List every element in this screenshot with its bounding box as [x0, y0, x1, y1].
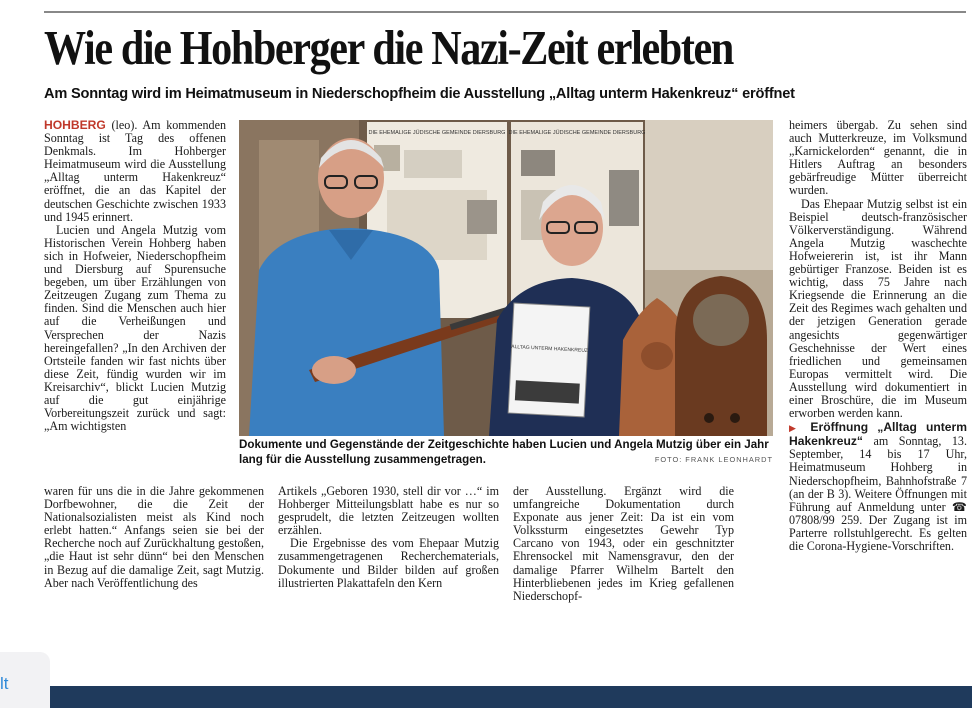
article-column-2: [278, 485, 499, 590]
info-text: am Sonntag, 13. September, 14 bis 17 Uhr, Heimatmuseum Hohberg in Niederschopfheim, Bahnhofstraße 7 (an der B 3). Weitere Öffnungen mit Führung auf Anmeldung unter ☎ 07808/99 259. Der Zugang ist im Parterre rollstuhlgerecht. Es gelten die Corona-Hygiene-Vorschriften.: [789, 434, 967, 553]
caption-text: Dokumente und Gegenstände der Zeitgeschichte haben Lucien und Angela Mutzig über ein Jahr lang für die Ausstellung zusammengetragen.: [239, 438, 769, 466]
booklet-title: ALLTAG UNTERM HAKENKREUZ: [511, 344, 589, 355]
dateline: HOHBERG: [44, 118, 106, 132]
article-column-3: [513, 485, 734, 603]
side-tab-label: lt: [0, 674, 9, 693]
lead-paragraph: (leo). Am kommenden Sonntag ist Tag des offenen Denkmals. Im Hohberger Heimatmuseum wird die Ausstellung „Alltag unterm Hakenkreuz“ eröffnet, die an das Kapitel der deutschen Geschichte zwischen 1933 und 1945 erinnert.: [44, 118, 226, 224]
paragraph: heimers übergab. Zu sehen sind auch Mutterkreuze, im Volksmund „Karnickelorden“ genannt, die in Hitlers Auftrag an besonders gebärfreudige Mütter überreicht wurden.: [789, 118, 967, 198]
paragraph: waren für uns die in die Jahre gekommenen Dorfbewohner, die die Zeit der Nationalsozialisten meist als Kind noch erlebt hatten.“ Anfangs seien sie bei der Recherche noch auf Zurückhaltung gestoßen, „die Haut ist sehr dünn“ bei den Menschen in Bezug auf die damalige Zeit, sagt Mutzig. Aber nach Veröffentlichung des: [44, 484, 264, 590]
triangle-icon: ▶: [789, 423, 802, 434]
paragraph: Lucien und Angela Mutzig vom Historischen Verein Hohberg haben sich in Hofweier, Niederschopfheim und Diersburg auf Spurensuche begeben, um über Erzählungen von Zeitzeugen Zugang zum Thema zu finden. Sind die Menschen auch hier auf die Verheißungen und Versprechen der Nazis hereingefallen? „In den Archiven der Ortsteile fanden wir fast nichts über diese Zeit, fündig wurden wir im Kreisarchiv“, blickt Lucien Mutzig auf die gut einjährige Vorbereitungszeit zurück und sagt: „Am wichtigsten: [44, 222, 226, 434]
headline: Wie die Hohberger die Nazi-Zeit erlebten: [44, 20, 733, 75]
info-box: [789, 421, 967, 553]
paragraph: der Ausstellung. Ergänzt wird die umfangreiche Dokumentation durch Exponate aus jener Zeit: Da ist ein vom Volkssturm eingesetztes Gewehr Typ Carcano von 1943, oder ein geschnitzter Ehrensockel mit Namensgravur, den der damalige Pfarrer Wilhelm Bartelt den Hinterbliebenen jedes im Krieg gefallenen Niederschopf-: [513, 484, 734, 603]
top-rule: [44, 11, 966, 13]
poster-right-title: DIE EHEMALIGE JÜDISCHE GEMEINDE DIERSBURG: [508, 130, 646, 136]
paragraph: Das Ehepaar Mutzig selbst ist ein Beispiel deutsch-französischer Völkerverständigung. Während Angela Mutzig waschechte Hofweiererin ist, ist ihr Mann gebürtiger Franzose. Beiden ist es wichtig, dass 75 Jahre nach Kriegsende die Erinnerung an die Zeit des Regimes wach gehalten und der jetzigen Generation gerade angesichts gegenwärtiger Geschehnisse der Wert eines friedlichen und gemeinsamen Europas vermittelt wird. Die Ausstellung wird dokumentiert in einer Broschüre, die im Museum erworben werden kann.: [789, 196, 967, 421]
photo-caption: [239, 438, 773, 467]
article-column-1-bottom: [44, 485, 264, 590]
poster-left-title: DIE EHEMALIGE JÜDISCHE GEMEINDE DIERSBURG: [368, 130, 506, 136]
bottom-bar: [50, 686, 972, 708]
article-photo: [239, 120, 773, 436]
paragraph: Artikels „Geboren 1930, stell dir vor …“ im Hohberger Mitteilungsblatt habe es nur so gesprudelt, die letzten Zeitzeugen wollten erzählen.: [278, 484, 499, 538]
paragraph: Die Ergebnisse des vom Ehepaar Mutzig zusammengetragenen Recherchematerials, Dokumente und Bilder bilden auf großen illustrierten Plakattafeln den Kern: [278, 536, 499, 590]
side-tab[interactable]: [0, 652, 50, 708]
photo-credit: FOTO: FRANK LEONHARDT: [654, 454, 773, 464]
photo-illustration: [239, 120, 773, 436]
article-column-1: [44, 119, 226, 433]
subheadline: Am Sonntag wird im Heimatmuseum in Niederschopfheim die Ausstellung „Alltag unterm Hakenkreuz“ eröffnet: [44, 86, 795, 102]
article-column-4: [789, 119, 967, 553]
info-label: Eröffnung „Alltag unterm Hakenkreuz“: [789, 420, 967, 449]
